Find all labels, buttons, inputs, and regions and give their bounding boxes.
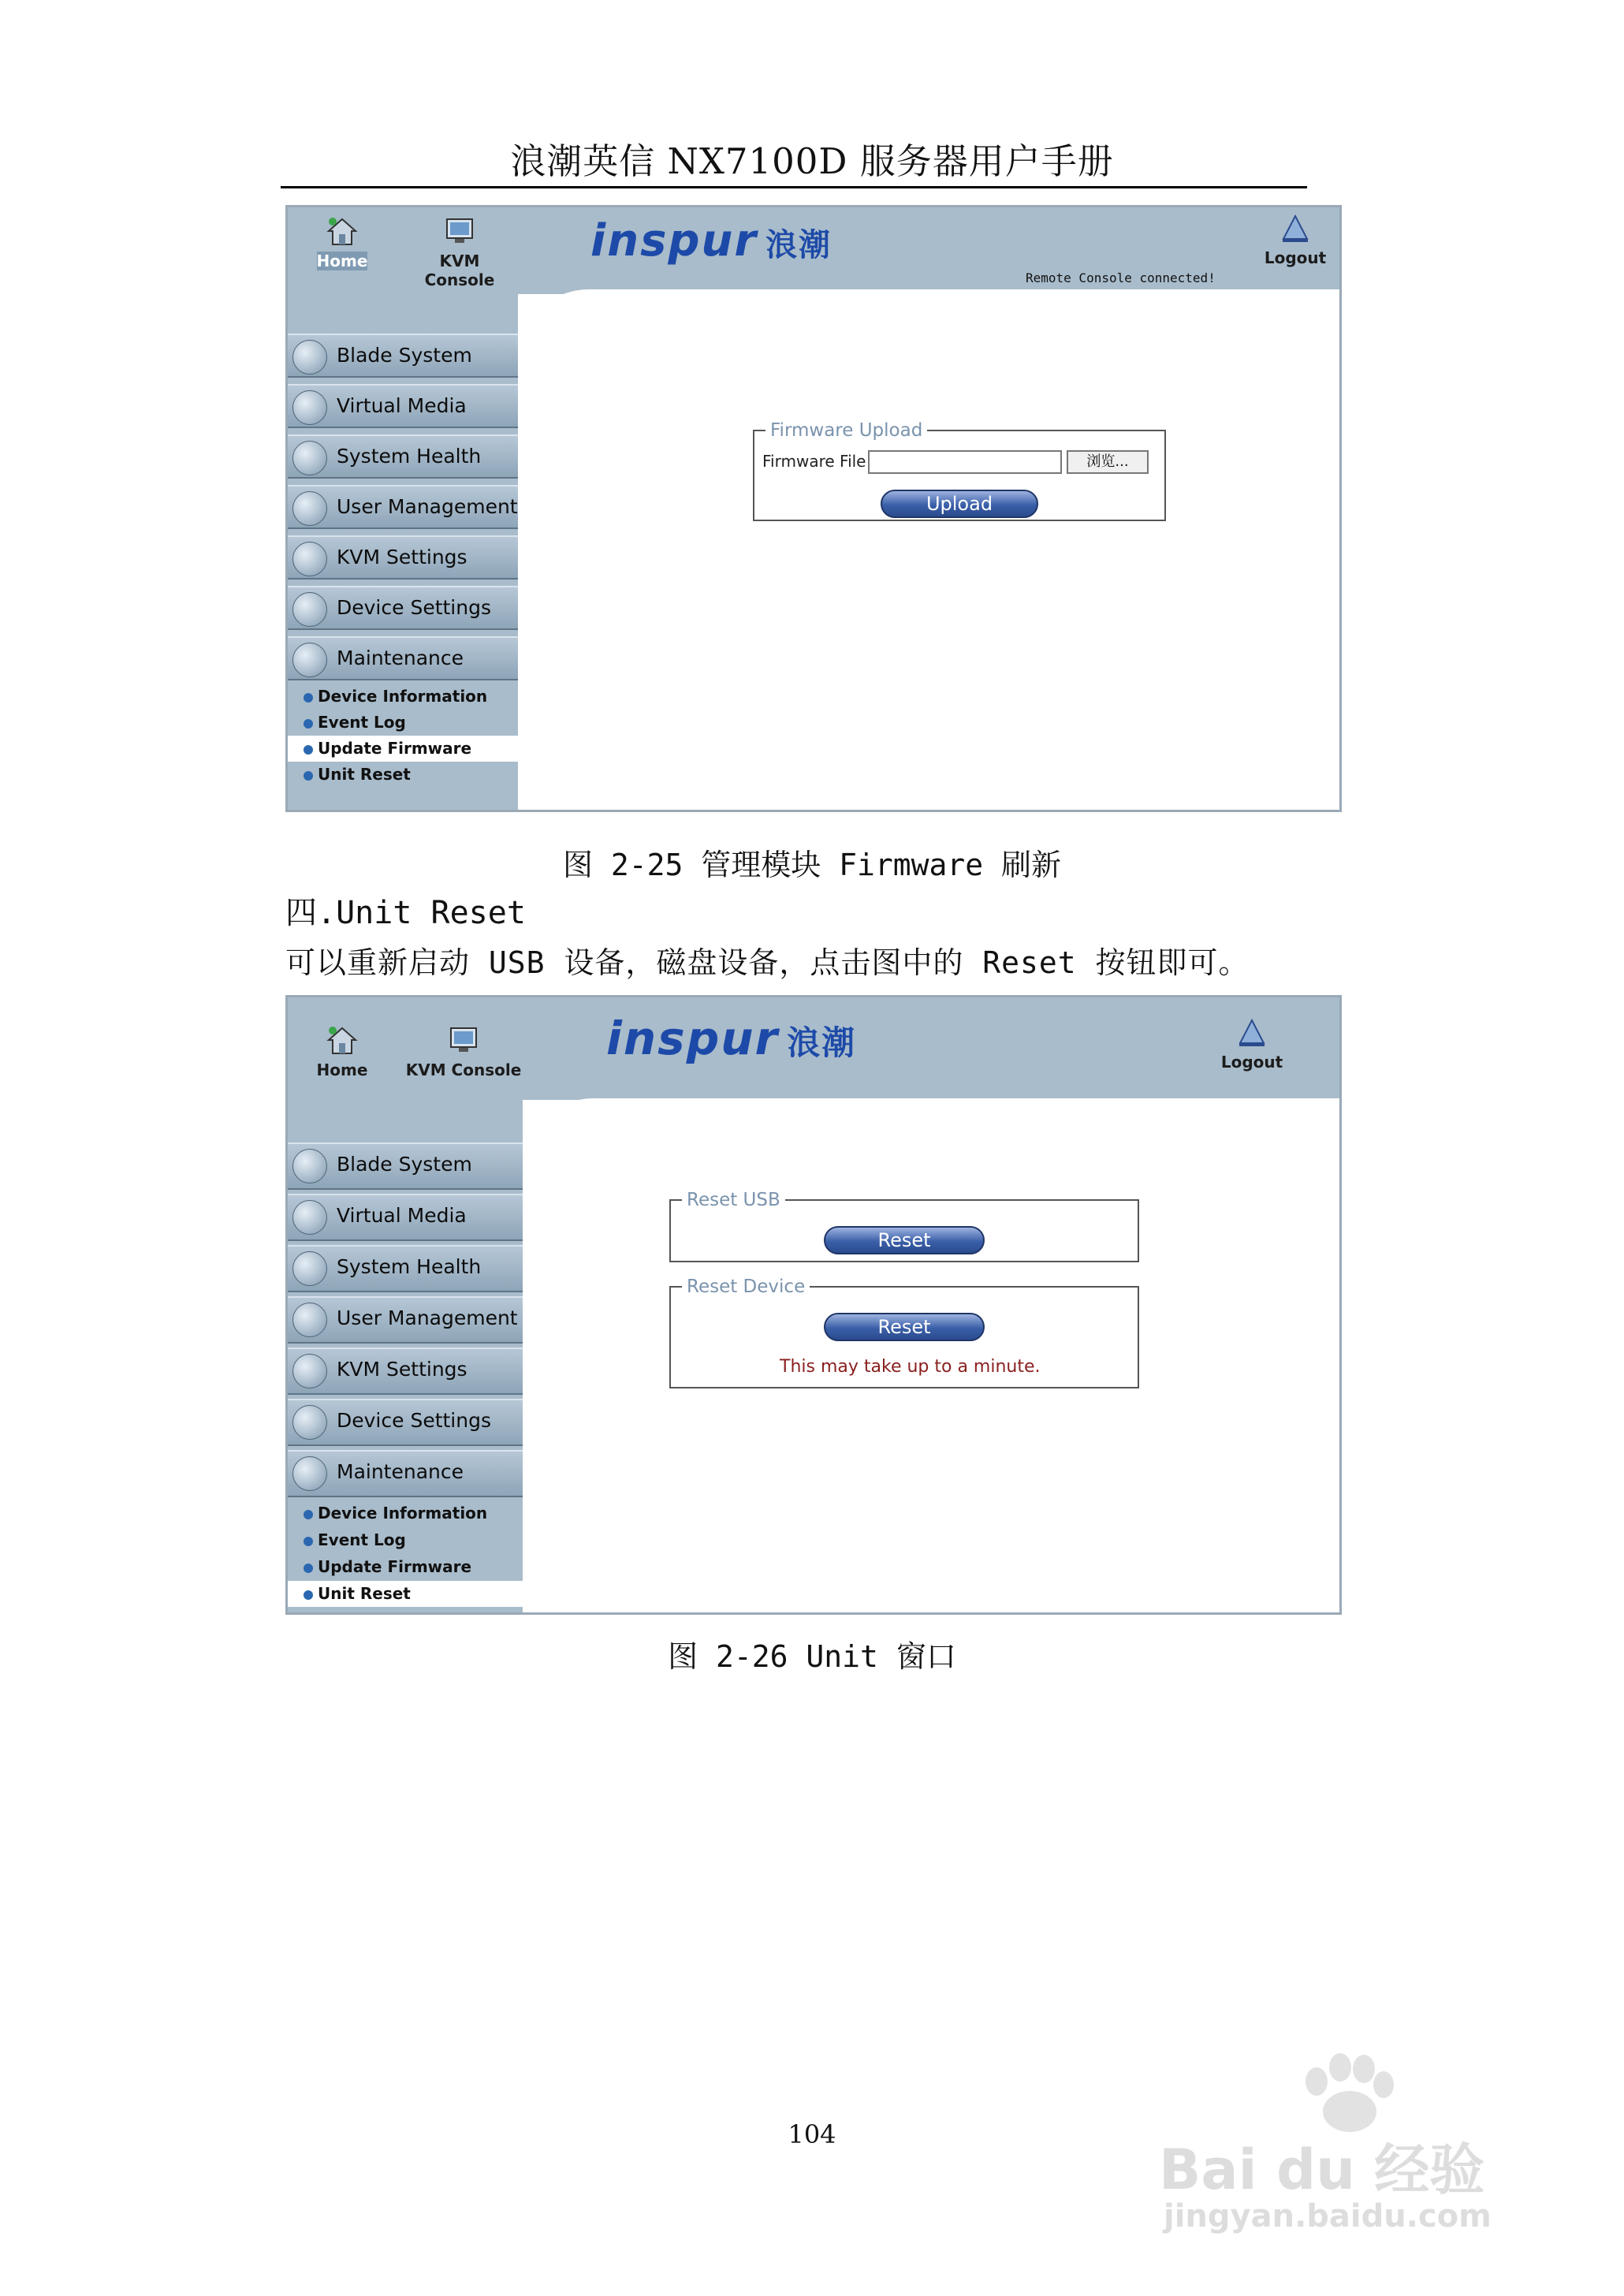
sub-event-log[interactable]: Event Log (288, 710, 518, 736)
firmware-file-input[interactable] (868, 450, 1062, 474)
sub-update-firmware[interactable]: Update Firmware (288, 1554, 523, 1580)
home-icon (326, 1026, 358, 1056)
logo-text: inspur (606, 1012, 780, 1065)
kvm-settings-icon (292, 542, 327, 576)
bullet-icon (304, 745, 313, 755)
nav-blade-system[interactable]: Blade System (288, 1142, 523, 1190)
bullet-icon (304, 1590, 313, 1600)
user-management-icon (292, 491, 327, 526)
section-heading: 四.Unit Reset (285, 895, 526, 931)
maintenance-icon (292, 643, 327, 677)
logout-icon (1279, 214, 1311, 244)
nav-device-settings[interactable]: Device Settings (288, 1399, 523, 1446)
home-link[interactable] (315, 1026, 370, 1079)
system-health-icon (292, 1251, 327, 1286)
nav-system-health[interactable]: System Health (288, 1245, 523, 1292)
content-area (518, 289, 1339, 810)
reset-device-button[interactable]: Reset (824, 1313, 985, 1341)
nav-virtual-media[interactable]: Virtual Media (288, 1194, 523, 1241)
remote-console-status: Remote Console connected! (1026, 270, 1216, 285)
virtual-media-icon (292, 1200, 327, 1235)
sub-event-log[interactable]: Event Log (288, 1527, 523, 1553)
paw-logo-icon (1293, 2050, 1403, 2137)
monitor-icon (448, 1026, 479, 1056)
logout-link[interactable] (1216, 1018, 1287, 1072)
watermark-brand: Bai du 经验 (1159, 2138, 1485, 2202)
monitor-icon (444, 217, 475, 247)
kvm-console-label: KVM Console (424, 252, 495, 289)
reset-usb-button[interactable]: Reset (824, 1226, 985, 1254)
device-settings-icon (292, 592, 327, 627)
watermark-url: jingyan.baidu.com (1164, 2198, 1492, 2234)
nav-device-settings[interactable]: Device Settings (288, 586, 518, 630)
blade-system-icon (292, 340, 327, 375)
virtual-media-icon (292, 390, 327, 425)
nav-kvm-settings[interactable]: KVM Settings (288, 535, 518, 580)
kvm-settings-icon (292, 1354, 327, 1388)
nav-maintenance[interactable]: Maintenance (288, 1450, 523, 1497)
sub-device-information[interactable]: Device Information (288, 684, 518, 710)
caption-figure-2-25: 图 2-25 管理模块 Firmware 刷新 (562, 848, 1062, 882)
home-link[interactable] (315, 217, 370, 270)
firmware-screenshot (285, 205, 1342, 812)
browse-button[interactable]: 浏览... (1067, 450, 1149, 474)
caption-figure-2-26: 图 2-26 Unit 窗口 (668, 1639, 956, 1674)
sub-update-firmware[interactable]: Update Firmware (288, 736, 518, 762)
nav-system-health[interactable]: System Health (288, 434, 518, 479)
bullet-icon (304, 693, 313, 703)
title-rule (281, 186, 1307, 188)
logo-cn: 浪潮 (765, 227, 832, 263)
bullet-icon (304, 1537, 313, 1546)
firmware-file-label: Firmware File (762, 452, 866, 471)
sub-unit-reset[interactable]: Unit Reset (288, 762, 518, 788)
logout-label: Logout (1264, 248, 1327, 267)
nav-virtual-media[interactable]: Virtual Media (288, 384, 518, 428)
page-number: 104 (788, 2119, 836, 2149)
bullet-icon (304, 1510, 313, 1519)
device-settings-icon (292, 1405, 327, 1440)
sub-device-information[interactable]: Device Information (288, 1500, 523, 1526)
kvm-console-label: KVM Console (405, 1060, 522, 1079)
firmware-upload-legend: Firmware Upload (770, 420, 923, 441)
upload-button[interactable]: Upload (881, 490, 1038, 518)
body-paragraph: 可以重新启动 USB 设备，磁盘设备，点击图中的 Reset 按钮即可。 (285, 945, 1250, 980)
nav-user-management[interactable]: User Management (288, 1296, 523, 1344)
nav-user-management[interactable]: User Management (288, 485, 518, 529)
inspur-logo (590, 215, 832, 266)
bullet-icon (304, 1564, 313, 1573)
home-label: Home (316, 252, 368, 270)
reset-usb-legend: Reset USB (687, 1190, 780, 1210)
baidu-watermark (1159, 2050, 1553, 2239)
blade-system-icon (292, 1149, 327, 1183)
kvm-console-link[interactable] (404, 217, 515, 289)
reset-device-legend: Reset Device (687, 1277, 806, 1297)
document-title: 浪潮英信 NX7100D 服务器用户手册 (510, 140, 1114, 182)
sub-unit-reset[interactable]: Unit Reset (288, 1581, 523, 1607)
nav-blade-system[interactable]: Blade System (288, 334, 518, 378)
inspur-logo (606, 1012, 856, 1065)
reset-device-note: This may take up to a minute. (780, 1357, 1041, 1377)
user-management-icon (292, 1303, 327, 1337)
maintenance-icon (292, 1456, 327, 1491)
logout-icon (1236, 1018, 1268, 1048)
logo-text: inspur (590, 215, 758, 266)
unit-reset-screenshot (285, 995, 1342, 1615)
nav-maintenance[interactable]: Maintenance (288, 636, 518, 680)
bullet-icon (304, 771, 313, 781)
nav-kvm-settings[interactable]: KVM Settings (288, 1347, 523, 1395)
kvm-console-link[interactable] (404, 1026, 523, 1079)
home-label: Home (316, 1060, 368, 1079)
bullet-icon (304, 719, 313, 729)
system-health-icon (292, 441, 327, 475)
logout-link[interactable] (1262, 214, 1328, 267)
logo-cn: 浪潮 (787, 1023, 857, 1062)
logout-label: Logout (1220, 1053, 1283, 1072)
home-icon (326, 217, 358, 247)
